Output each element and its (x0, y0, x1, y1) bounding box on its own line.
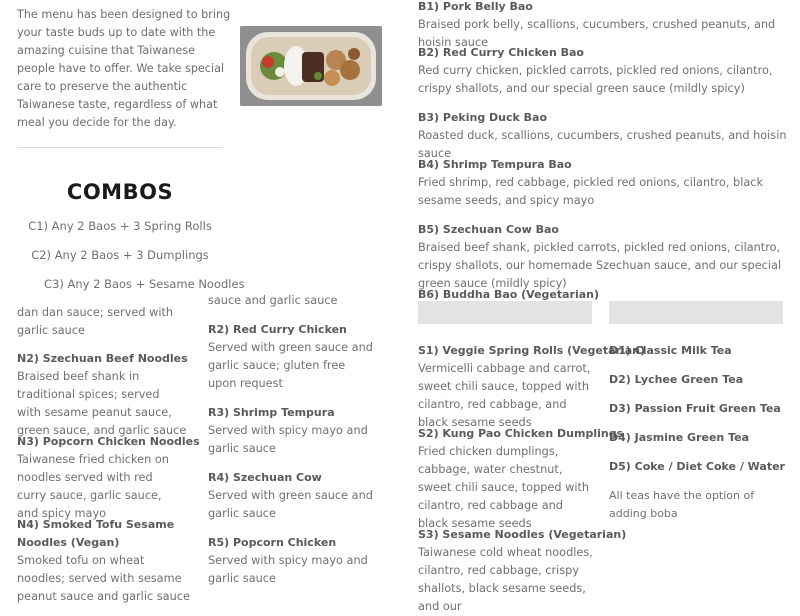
bao-b3-title: B3) Peking Duck Bao (418, 111, 548, 124)
noodle-n2-description: Braised beef shank in traditional spices; served with sesame peanut sauce, green sauce, and garlic sauce (17, 370, 187, 437)
noodle-n4-title: N4) Smoked Tofu Sesame Noodles (Vegan) (17, 518, 175, 549)
rice-r4-title: R4) Szechuan Cow (208, 471, 322, 484)
bao-b5-title: B5) Szechuan Cow Bao (418, 223, 559, 236)
bao-b6-wrapper (418, 286, 788, 300)
noodle-n1-description: dan dan sauce; served with garlic sauce (17, 306, 174, 337)
rice-r3-title: R3) Shrimp Tempura (208, 406, 335, 419)
food-photo-image (240, 26, 382, 106)
noodle-n2-title: N2) Szechuan Beef Noodles (17, 352, 188, 365)
rice-r3-description: Served with spicy mayo and garlic sauce (208, 424, 368, 455)
combos-heading: COMBOS (66, 180, 174, 204)
divider (17, 147, 223, 148)
drink-d4: D4) Jasmine Green Tea (609, 431, 750, 444)
side-s3-description: Taiwanese cold wheat noodles, cilantro, red cabbage, crispy shallots, black sesame seeds, and our (418, 546, 593, 613)
rice-r5-title: R5) Popcorn Chicken (208, 536, 337, 549)
drink-d2: D2) Lychee Green Tea (609, 373, 744, 386)
bao-b1-description: Braised pork belly, scallions, cucumbers, crushed peanuts, and hoisin sauce (418, 18, 776, 49)
rice-r1-description: sauce and garlic sauce (208, 294, 338, 307)
bao-b6-title: B6) Buddha Bao (Vegetarian) (418, 288, 600, 300)
bao-b5-description: Braised beef shank, pickled carrots, pickled red onions, cilantro, crispy shallots, our homemade Szechuan sauce, and our special green sauce (mildly spicy) (418, 241, 782, 290)
side-s1-description: Vermicelli cabbage and carrot, sweet chili sauce, topped with cilantro, red cabbage, and black sesame seeds (418, 362, 591, 429)
noodle-n4-description: Smoked tofu on wheat noodles; served with sesame peanut sauce and garlic sauce (17, 554, 190, 603)
rice-r2-description: Served with green sauce and garlic sauce; gluten free upon request (208, 341, 373, 390)
side-s3-title: S3) Sesame Noodles (Vegetarian) (418, 528, 627, 541)
combo-item: C1) Any 2 Baos + 3 Spring Rolls (28, 219, 212, 233)
image-placeholder-sides (418, 301, 592, 324)
rice-r4-description: Served with green sauce and garlic sauce (208, 489, 373, 520)
bao-b2-description: Red curry chicken, pickled carrots, pickled red onions, cilantro, crispy shallots, and our special green sauce (mildly spicy) (418, 64, 773, 95)
bao-b1-title: B1) Pork Belly Bao (418, 0, 533, 13)
drink-d1: D1) Classic Milk Tea (609, 344, 732, 357)
drinks-boba-note: All teas have the option of adding boba (609, 489, 755, 520)
combo-item: C2) Any 2 Baos + 3 Dumplings (31, 248, 209, 262)
intro-text: The menu has been designed to bring your taste buds up to date with the amazing cuisine that Taiwanese people have to offer. We take special care to preserve the authentic Taiwanese taste, regardless of what meal you decide for the day. (17, 8, 231, 129)
bao-b3-description: Roasted duck, scallions, cucumbers, crushed peanuts, and hoisin sauce (418, 129, 787, 160)
drink-d5: D5) Coke / Diet Coke / Water (609, 460, 785, 473)
side-s2-title: S2) Kung Pao Chicken Dumplings (418, 427, 624, 440)
noodle-n3-description: Taiwanese fried chicken on noodles served with red curry sauce, garlic sauce, and spicy mayo (17, 453, 169, 520)
rice-r2-title: R2) Red Curry Chicken (208, 323, 347, 336)
bao-b4-title: B4) Shrimp Tempura Bao (418, 158, 572, 171)
side-s1-title: S1) Veggie Spring Rolls (Vegetarian) (418, 344, 645, 357)
noodle-n3-title: N3) Popcorn Chicken Noodles (17, 435, 200, 448)
bao-b2-title: B2) Red Curry Chicken Bao (418, 46, 584, 59)
drink-d3: D3) Passion Fruit Green Tea (609, 402, 781, 415)
image-placeholder-drinks (609, 301, 783, 324)
food-photo (240, 26, 382, 106)
side-s2-description: Fried chicken dumplings, cabbage, water chestnut, sweet chili sauce, topped with cilantro, red cabbage and black sesame seeds (418, 445, 590, 530)
rice-r5-description: Served with spicy mayo and garlic sauce (208, 554, 368, 585)
bao-b4-description: Fried shrimp, red cabbage, pickled red onions, cilantro, black sesame seeds, and spicy mayo (418, 176, 764, 207)
combo-item: C3) Any 2 Baos + Sesame Noodles (44, 277, 245, 291)
